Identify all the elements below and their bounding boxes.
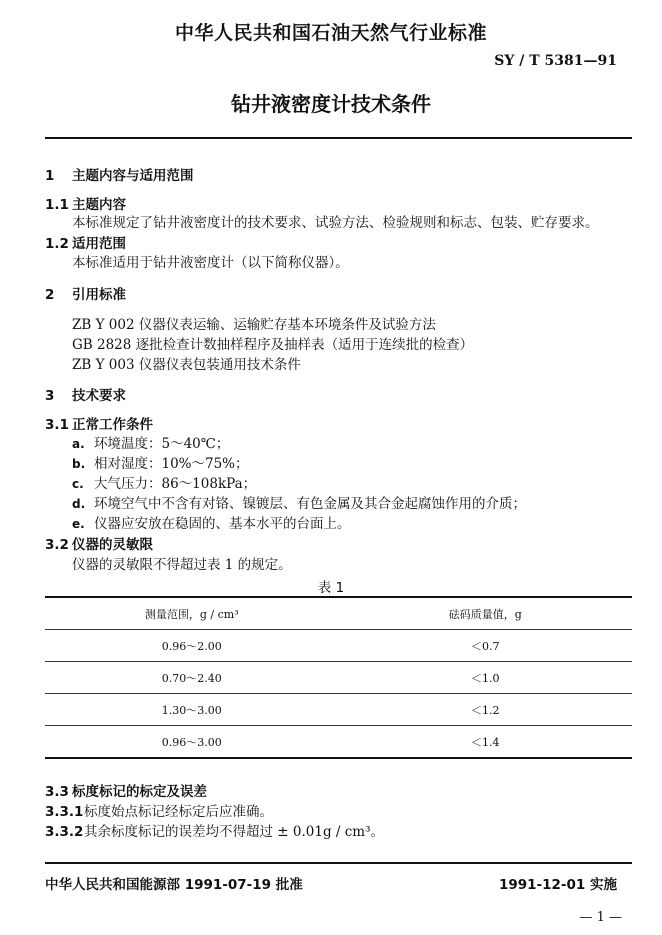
section-title: 标度标记的标定及误差 [72, 784, 207, 800]
document-title: 钻井液密度计技术条件 [231, 92, 431, 116]
table-caption: 表 1 [317, 580, 345, 596]
column-header: 砝码质量值，g [339, 597, 633, 630]
reference-item: ZB Y 003 仪器仪表包装通用技术条件 [72, 357, 301, 373]
section-title: 适用范围 [72, 236, 126, 252]
table-row [45, 662, 632, 694]
section-number: 3.1 [45, 417, 69, 433]
section-text: 标度始点标记经标定后应准确。 [84, 804, 273, 820]
effective-date: 1991-12-01 实施 [498, 877, 617, 893]
item-label: e. [72, 517, 85, 531]
section-title: 正常工作条件 [72, 417, 153, 433]
item-text: 环境空气中不含有对铬、镍镀层、有色金属及其合金起腐蚀作用的介质； [94, 496, 526, 512]
section-number: 3.3.2 [45, 824, 84, 840]
sensitivity-table [45, 596, 632, 759]
section-1-1-body: 本标准规定了钻井液密度计的技术要求、试验方法、检验规则和标志、包装、贮存要求。 [72, 215, 599, 231]
table-header-row [45, 597, 632, 630]
section-1-1-heading [45, 193, 126, 213]
column-header: 测量范围，g / cm³ [45, 597, 339, 630]
table-cell: ＜1.0 [339, 662, 633, 694]
table-cell: ＜1.4 [339, 726, 633, 759]
section-2-heading [45, 283, 126, 303]
item-label: a. [72, 437, 85, 451]
table-cell: 0.70～2.40 [45, 662, 339, 694]
section-number: 3.2 [45, 537, 69, 553]
section-3-2-heading [45, 533, 153, 553]
reference-item: GB 2828 逐批检查计数抽样程序及抽样表（适用于连续批的检查） [72, 337, 474, 353]
section-number: 1.1 [45, 197, 69, 213]
section-number: 2 [45, 287, 55, 303]
section-3-3-2 [45, 820, 384, 840]
item-label: d. [72, 497, 86, 511]
table-cell: ＜0.7 [339, 630, 633, 662]
condition-item [72, 492, 526, 512]
condition-item [72, 452, 249, 472]
section-1-2-body: 本标准适用于钻井液密度计（以下简称仪器）。 [72, 255, 349, 271]
title-divider [45, 137, 632, 139]
section-number: 1 [45, 168, 55, 184]
footer-divider [45, 862, 632, 864]
section-title: 主题内容与适用范围 [72, 168, 194, 184]
section-3-heading [45, 384, 126, 404]
item-text: 仪器应安放在稳固的、基本水平的台面上。 [94, 516, 351, 532]
standard-category: 中华人民共和国石油天然气行业标准 [174, 22, 487, 44]
section-1-heading [45, 164, 194, 184]
table-cell: 1.30～3.00 [45, 694, 339, 726]
table-row [45, 726, 632, 759]
section-3-1-heading [45, 413, 153, 433]
section-text: 其余标度标记的误差均不得超过 ± 0.01g / cm³。 [84, 824, 384, 840]
item-text: 大气压力：86～108kPa； [94, 476, 257, 492]
item-label: c. [72, 477, 84, 491]
condition-item [72, 432, 229, 452]
section-number: 3.3 [45, 784, 69, 800]
page-number: — 1 — [579, 910, 622, 925]
section-title: 引用标准 [72, 287, 126, 303]
item-text: 环境温度：5～40℃； [94, 436, 230, 452]
table-cell: ＜1.2 [339, 694, 633, 726]
table-row [45, 694, 632, 726]
approval-date: 中华人民共和国能源部 1991-07-19 批准 [45, 877, 303, 893]
standard-code: SY / T 5381—91 [494, 53, 617, 69]
section-number: 3 [45, 388, 55, 404]
section-3-3-heading [45, 780, 207, 800]
section-1-2-heading [45, 232, 126, 252]
table-cell: 0.96～3.00 [45, 726, 339, 759]
section-3-3-1 [45, 800, 273, 820]
section-title: 技术要求 [72, 388, 126, 404]
item-text: 相对湿度：10%～75%； [94, 456, 249, 472]
condition-item [72, 472, 256, 492]
item-label: b. [72, 457, 86, 471]
table-cell: 0.96～2.00 [45, 630, 339, 662]
reference-item: ZB Y 002 仪器仪表运输、运输贮存基本环境条件及试验方法 [72, 317, 436, 333]
section-3-2-body: 仪器的灵敏限不得超过表 1 的规定。 [72, 557, 292, 573]
table-row [45, 630, 632, 662]
section-number: 1.2 [45, 236, 69, 252]
condition-item [72, 512, 351, 532]
section-number: 3.3.1 [45, 804, 84, 820]
section-title: 仪器的灵敏限 [72, 537, 153, 553]
section-title: 主题内容 [72, 197, 126, 213]
